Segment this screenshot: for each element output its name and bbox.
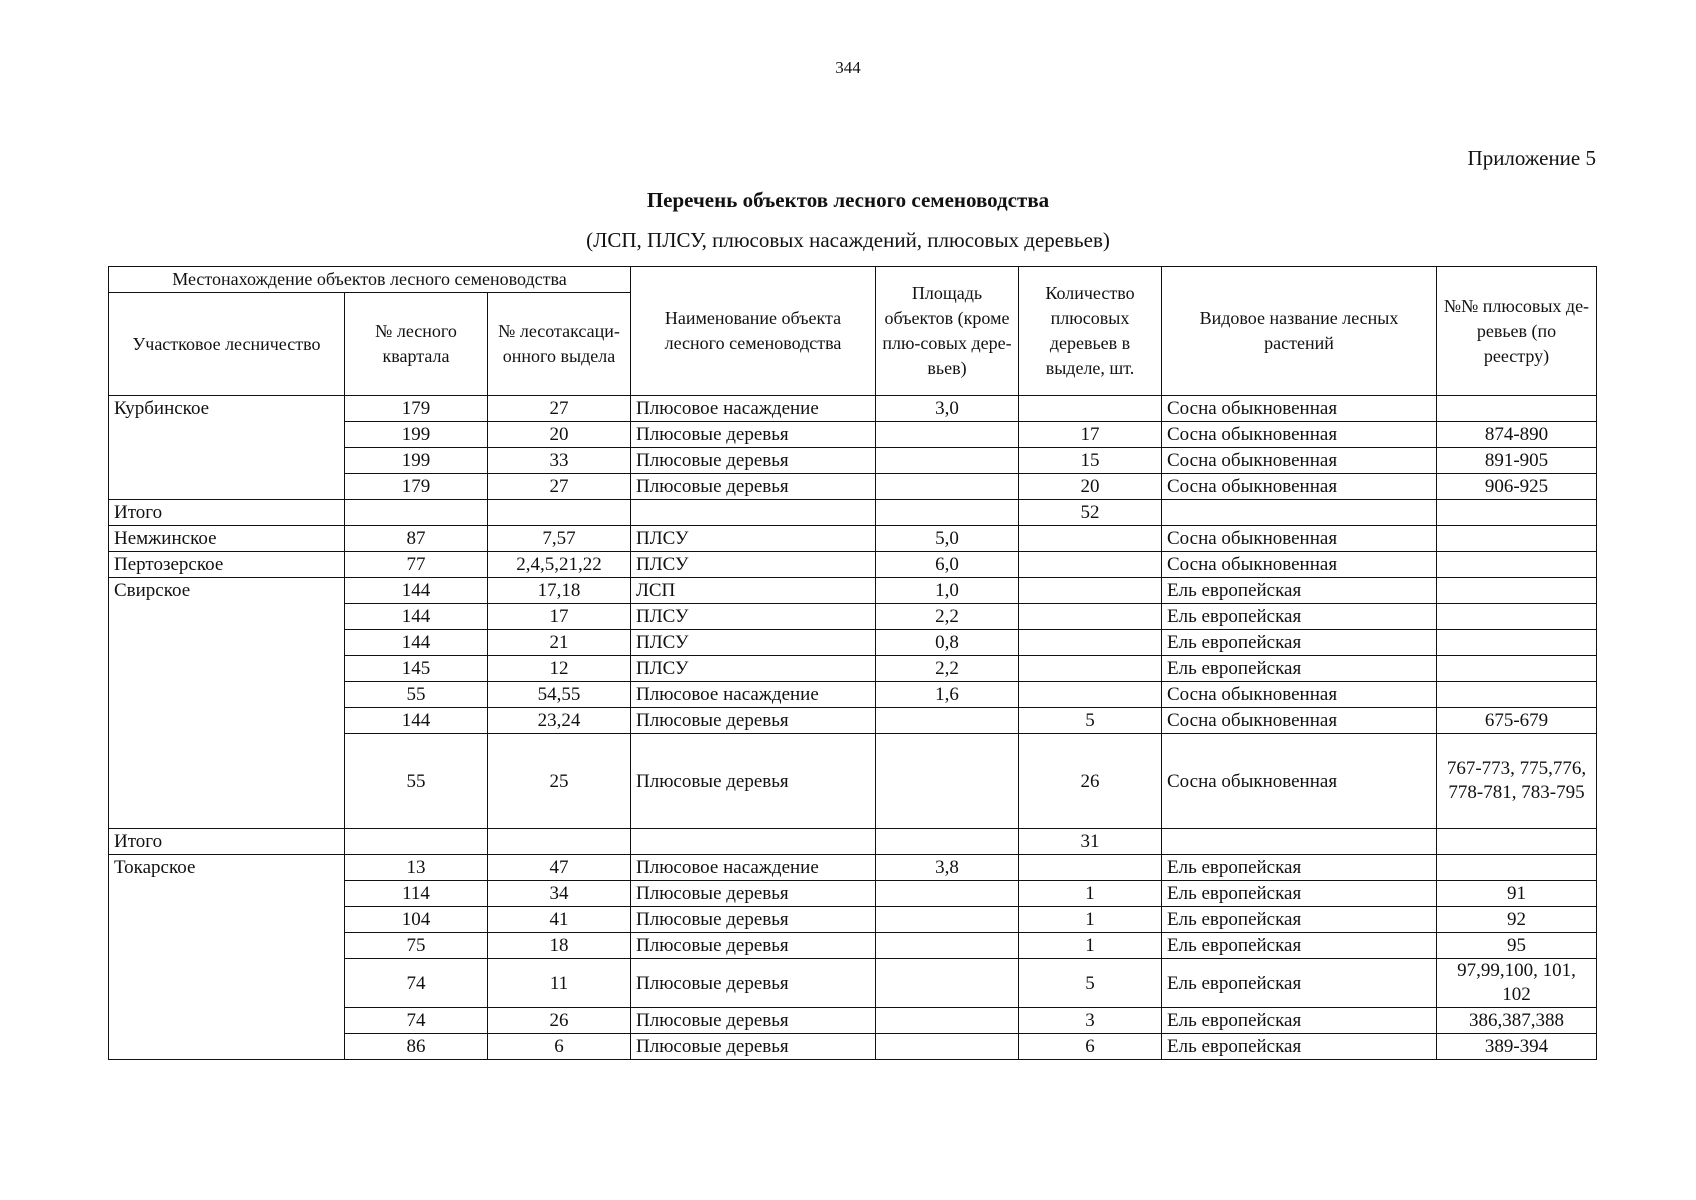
species-cell: Ель европейская <box>1162 907 1437 933</box>
species-cell: Ель европейская <box>1162 855 1437 881</box>
tree-count-cell: 1 <box>1019 881 1162 907</box>
table-row <box>109 552 1597 578</box>
area-header: Площадь объектов (кроме плю-совых дере-вьев) <box>876 267 1019 396</box>
object-name-cell: Плюсовое насаждение <box>631 682 876 708</box>
species-cell: Ель европейская <box>1162 656 1437 682</box>
species-cell: Ель европейская <box>1162 1034 1437 1060</box>
registry-cell: 767-773, 775,776, 778-781, 783-795 <box>1437 734 1597 829</box>
area-cell: 3,8 <box>876 855 1019 881</box>
total-count-cell: 31 <box>1019 829 1162 855</box>
quarter-cell: 114 <box>345 881 488 907</box>
tree-count-cell: 3 <box>1019 1008 1162 1034</box>
object-name-cell: Плюсовое насаждение <box>631 396 876 422</box>
object-name-cell: Плюсовые деревья <box>631 708 876 734</box>
forestry-cell: Свирское <box>109 578 345 829</box>
quarter-cell: 144 <box>345 708 488 734</box>
species-cell: Ель европейская <box>1162 933 1437 959</box>
area-cell <box>876 959 1019 1008</box>
tree-count-cell <box>1019 656 1162 682</box>
allotment-cell: 6 <box>488 1034 631 1060</box>
total-row <box>109 829 1597 855</box>
tree-count-cell <box>1019 855 1162 881</box>
registry-cell <box>1437 578 1597 604</box>
total-label-cell: Итого <box>109 829 345 855</box>
area-cell <box>876 1034 1019 1060</box>
tree-count-cell: 6 <box>1019 1034 1162 1060</box>
allotment-cell: 7,57 <box>488 526 631 552</box>
empty-cell <box>631 500 876 526</box>
area-cell: 2,2 <box>876 604 1019 630</box>
quarter-cell: 144 <box>345 578 488 604</box>
quarter-cell: 144 <box>345 604 488 630</box>
object-name-cell: ПЛСУ <box>631 630 876 656</box>
empty-cell <box>631 829 876 855</box>
species-cell: Сосна обыкновенная <box>1162 396 1437 422</box>
quarter-cell: 55 <box>345 734 488 829</box>
quarter-cell: 87 <box>345 526 488 552</box>
area-cell <box>876 907 1019 933</box>
quarter-cell: 104 <box>345 907 488 933</box>
species-cell: Ель европейская <box>1162 959 1437 1008</box>
object-name-header: Наименование объекта лесного семеноводства <box>631 267 876 396</box>
species-cell: Ель европейская <box>1162 604 1437 630</box>
species-cell: Ель европейская <box>1162 630 1437 656</box>
empty-cell <box>876 500 1019 526</box>
table-row <box>109 855 1597 881</box>
allotment-cell: 18 <box>488 933 631 959</box>
tree-count-cell <box>1019 682 1162 708</box>
species-cell: Ель европейская <box>1162 1008 1437 1034</box>
area-cell: 2,2 <box>876 656 1019 682</box>
tree-count-cell: 1 <box>1019 907 1162 933</box>
quarter-cell: 75 <box>345 933 488 959</box>
allotment-cell: 23,24 <box>488 708 631 734</box>
object-name-cell: Плюсовое насаждение <box>631 855 876 881</box>
empty-cell <box>1162 829 1437 855</box>
empty-cell <box>1437 500 1597 526</box>
registry-cell <box>1437 526 1597 552</box>
forestry-cell: Токарское <box>109 855 345 1060</box>
quarter-cell: 179 <box>345 474 488 500</box>
tree-count-cell <box>1019 630 1162 656</box>
tree-count-cell <box>1019 526 1162 552</box>
table-row <box>109 578 1597 604</box>
species-cell: Сосна обыкновенная <box>1162 526 1437 552</box>
tree-count-cell: 5 <box>1019 708 1162 734</box>
allotment-cell: 2,4,5,21,22 <box>488 552 631 578</box>
registry-cell <box>1437 656 1597 682</box>
object-name-cell: Плюсовые деревья <box>631 734 876 829</box>
location-group-header: Местонахождение объектов лесного семеноводства <box>109 267 631 293</box>
allotment-cell: 41 <box>488 907 631 933</box>
table-row <box>109 396 1597 422</box>
allotment-cell: 33 <box>488 448 631 474</box>
species-cell: Сосна обыкновенная <box>1162 708 1437 734</box>
area-cell <box>876 734 1019 829</box>
empty-cell <box>876 829 1019 855</box>
object-name-cell: Плюсовые деревья <box>631 907 876 933</box>
object-name-cell: ПЛСУ <box>631 604 876 630</box>
quarter-cell: 74 <box>345 959 488 1008</box>
quarter-cell: 199 <box>345 422 488 448</box>
document-title: Перечень объектов лесного семеноводства <box>646 188 1050 212</box>
empty-cell <box>488 829 631 855</box>
tree-count-cell <box>1019 578 1162 604</box>
tree-count-cell: 15 <box>1019 448 1162 474</box>
tree-count-cell: 20 <box>1019 474 1162 500</box>
empty-cell <box>488 500 631 526</box>
allotment-cell: 54,55 <box>488 682 631 708</box>
tree-count-cell: 1 <box>1019 933 1162 959</box>
object-name-cell: Плюсовые деревья <box>631 881 876 907</box>
quarter-cell: 74 <box>345 1008 488 1034</box>
registry-cell: 97,99,100, 101, 102 <box>1437 959 1597 1008</box>
forestry-header: Участковое лесничество <box>109 293 345 396</box>
tree-count-cell: 5 <box>1019 959 1162 1008</box>
allotment-cell: 17 <box>488 604 631 630</box>
quarter-cell: 144 <box>345 630 488 656</box>
empty-cell <box>1437 829 1597 855</box>
header-row-1 <box>109 267 1597 293</box>
tree-count-header: Количество плюсовых деревьев в выделе, шт. <box>1019 267 1162 396</box>
species-cell: Ель европейская <box>1162 881 1437 907</box>
registry-cell: 389-394 <box>1437 1034 1597 1060</box>
species-cell: Сосна обыкновенная <box>1162 474 1437 500</box>
forestry-cell: Курбинское <box>109 396 345 500</box>
empty-cell <box>1162 500 1437 526</box>
area-cell <box>876 881 1019 907</box>
allotment-cell: 17,18 <box>488 578 631 604</box>
registry-cell: 874-890 <box>1437 422 1597 448</box>
area-cell <box>876 933 1019 959</box>
quarter-cell: 86 <box>345 1034 488 1060</box>
allotment-cell: 12 <box>488 656 631 682</box>
species-cell: Сосна обыкновенная <box>1162 682 1437 708</box>
forestry-cell: Немжинское <box>109 526 345 552</box>
registry-cell <box>1437 552 1597 578</box>
object-name-cell: Плюсовые деревья <box>631 933 876 959</box>
registry-cell <box>1437 630 1597 656</box>
table-row <box>109 526 1597 552</box>
registry-cell: 91 <box>1437 881 1597 907</box>
allotment-cell: 26 <box>488 1008 631 1034</box>
object-name-cell: ЛСП <box>631 578 876 604</box>
quarter-cell: 55 <box>345 682 488 708</box>
registry-cell: 675-679 <box>1437 708 1597 734</box>
total-count-cell: 52 <box>1019 500 1162 526</box>
species-cell: Ель европейская <box>1162 578 1437 604</box>
object-name-cell: Плюсовые деревья <box>631 422 876 448</box>
species-cell: Сосна обыкновенная <box>1162 552 1437 578</box>
area-cell <box>876 422 1019 448</box>
allotment-cell: 20 <box>488 422 631 448</box>
object-name-cell: ПЛСУ <box>631 656 876 682</box>
registry-cell: 92 <box>1437 907 1597 933</box>
object-name-cell: Плюсовые деревья <box>631 1034 876 1060</box>
empty-cell <box>345 500 488 526</box>
registry-cell <box>1437 604 1597 630</box>
quarter-cell: 145 <box>345 656 488 682</box>
registry-cell <box>1437 855 1597 881</box>
seed-objects-table <box>108 266 1597 1060</box>
object-name-cell: ПЛСУ <box>631 552 876 578</box>
allotment-cell: 25 <box>488 734 631 829</box>
object-name-cell: Плюсовые деревья <box>631 474 876 500</box>
quarter-cell: 13 <box>345 855 488 881</box>
species-header: Видовое название лесных растений <box>1162 267 1437 396</box>
area-cell <box>876 448 1019 474</box>
quarter-cell: 77 <box>345 552 488 578</box>
quarter-cell: 179 <box>345 396 488 422</box>
object-name-cell: Плюсовые деревья <box>631 959 876 1008</box>
area-cell <box>876 1008 1019 1034</box>
registry-cell: 906-925 <box>1437 474 1597 500</box>
allotment-cell: 27 <box>488 474 631 500</box>
object-name-cell: Плюсовые деревья <box>631 1008 876 1034</box>
quarter-cell: 199 <box>345 448 488 474</box>
object-name-cell: ПЛСУ <box>631 526 876 552</box>
allotment-cell: 27 <box>488 396 631 422</box>
total-row <box>109 500 1597 526</box>
registry-cell: 891-905 <box>1437 448 1597 474</box>
forestry-cell: Пертозерское <box>109 552 345 578</box>
tree-count-cell: 26 <box>1019 734 1162 829</box>
area-cell: 6,0 <box>876 552 1019 578</box>
registry-header: №№ плюсовых де-ревьев (по реестру) <box>1437 267 1597 396</box>
species-cell: Сосна обыкновенная <box>1162 422 1437 448</box>
page-number: 344 <box>835 58 861 77</box>
registry-cell: 95 <box>1437 933 1597 959</box>
tree-count-cell <box>1019 552 1162 578</box>
species-cell: Сосна обыкновенная <box>1162 734 1437 829</box>
tree-count-cell <box>1019 604 1162 630</box>
tree-count-cell: 17 <box>1019 422 1162 448</box>
area-cell <box>876 474 1019 500</box>
total-label-cell: Итого <box>109 500 345 526</box>
table-body <box>109 396 1597 1060</box>
registry-cell <box>1437 396 1597 422</box>
area-cell <box>876 708 1019 734</box>
object-name-cell: Плюсовые деревья <box>631 448 876 474</box>
tree-count-cell <box>1019 396 1162 422</box>
area-cell: 1,0 <box>876 578 1019 604</box>
quarter-header: № лесного квартала <box>345 293 488 396</box>
area-cell: 5,0 <box>876 526 1019 552</box>
empty-cell <box>345 829 488 855</box>
registry-cell <box>1437 682 1597 708</box>
allotment-cell: 34 <box>488 881 631 907</box>
area-cell: 3,0 <box>876 396 1019 422</box>
appendix-label: Приложение 5 <box>1467 146 1596 170</box>
area-cell: 1,6 <box>876 682 1019 708</box>
species-cell: Сосна обыкновенная <box>1162 448 1437 474</box>
area-cell: 0,8 <box>876 630 1019 656</box>
registry-cell: 386,387,388 <box>1437 1008 1597 1034</box>
allotment-cell: 21 <box>488 630 631 656</box>
allotment-cell: 47 <box>488 855 631 881</box>
document-subtitle: (ЛСП, ПЛСУ, плюсовых насаждений, плюсовых деревьев) <box>586 228 1110 252</box>
allotment-header: № лесотаксаци-онного выдела <box>488 293 631 396</box>
allotment-cell: 11 <box>488 959 631 1008</box>
